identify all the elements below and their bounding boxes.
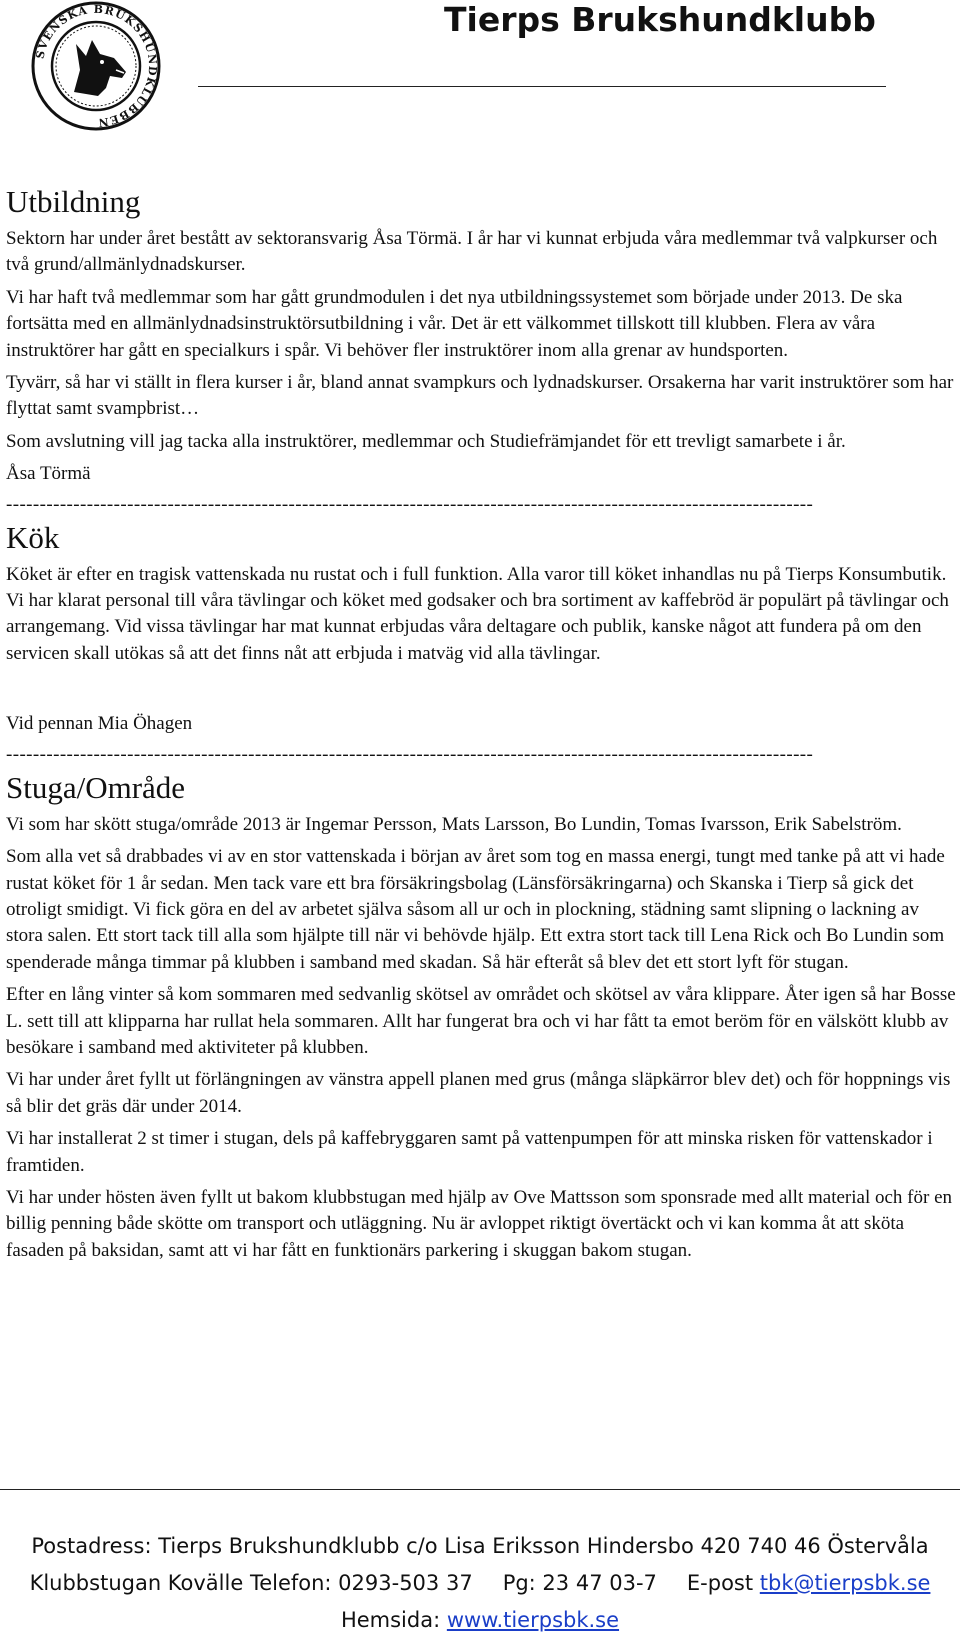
- header-rule: [198, 86, 886, 87]
- paragraph: Sektorn har under året bestått av sektoransvarig Åsa Törmä. I år har vi kunnat erbjuda våra medlemmar två valpkurser och två grund/allmänlydnadskurser.: [6, 228, 938, 276]
- heading-utbildning: Utbildning: [6, 184, 141, 219]
- paragraph: Vi har under hösten även fyllt ut bakom klubbstugan med hjälp av Ove Mattsson som sponsrade med allt material och för en billig penning både skötte om transport och utläggning. Nu är avloppet riktigt övertäckt och vi kan komma åt att sköta fasaden på baksidan, samt att vi har fått en funktionärs parkering i skuggan bakom stugan.: [6, 1186, 953, 1261]
- paragraph: Köket är efter en tragisk vattenskada nu rustat och i full funktion. Alla varor till köket inhandlas nu på Tierps Konsumbutik. Vi har klarat personal till våra tävlingar och köket med godsaker och bra sortiment av kaffebröd är populärt på tävlingar och arrangemang. Vid vissa tävlingar har mat kunnat erbjudas våra deltagare och publik, kanske något att fundera på om den servicen skall utökas så att det finns nåt att erbjuda i matväg vid alla tävlingar.: [6, 563, 949, 664]
- footer-website-line: [0, 1602, 960, 1639]
- club-title: Tierps Brukshundklubb: [444, 0, 876, 39]
- heading-kok: Kök: [6, 519, 60, 555]
- section-stuga: [6, 770, 956, 1265]
- email-link[interactable]: tbk@tierpsbk.se: [759, 1571, 931, 1595]
- section-utbildning: [6, 184, 956, 488]
- paragraph: Vi som har skött stuga/område 2013 är Ingemar Persson, Mats Larsson, Bo Lundin, Tomas Ivarsson, Erik Sabelström.: [6, 813, 902, 835]
- club-logo: [30, 0, 162, 132]
- footer-email-label: E-post: [686, 1571, 754, 1595]
- heading-stuga: Stuga/Område: [6, 769, 186, 805]
- footer-contact-line: [0, 1565, 960, 1602]
- footer-rule: [0, 1489, 960, 1490]
- section-kok: [6, 520, 956, 738]
- paragraph: Som alla vet så drabbades vi av en stor vattenskada i början av året som tog en massa energi, tungt med tanke på att vi hade rustat köket för 1 år sedan. Men tack vare ett bra försäkringsbolag (Länsförsäkringarna) och Skanska i Tierp så gick det otroligt smidigt. Vi fick göra en del av arbetet själva såsom all ur och in plockning, städning samt slipning o lackning av stora salen. Ett stort tack till alla som hjälpte till när vi behövde hjälp. Ett extra stort tack till Lena Rick och Bo Lundin som spenderade många timmar på klubben i samband med skadan. Så här efteråt så blev det ett stort lyft för stugan.: [6, 846, 945, 973]
- paragraph: Vi har under året fyllt ut förlängningen av vänstra appell planen med grus (många släpkärror blev det) och för hoppnings vis så blir det gräs där under 2014.: [6, 1069, 951, 1117]
- signature: Åsa Törmä: [6, 463, 91, 485]
- divider-line: ------------------------------------------------------------------------------------------------------------------------: [6, 743, 814, 765]
- paragraph: Efter en lång vinter så kom sommaren med sedvanlig skötsel av området och skötsel av våra klippare. Åter igen så har Bosse L. sett till att klipparna har rullat hela sommaren. Allt har fungerat bra och vi har fått ta emot beröm för en välskött klubb av besökare i samband med aktiviteter på klubben.: [6, 984, 956, 1058]
- paragraph: Som avslutning vill jag tacka alla instruktörer, medlemmar och Studiefrämjandet för ett trevligt samarbete i år.: [6, 430, 846, 452]
- signature: Vid pennan Mia Öhagen: [6, 713, 193, 735]
- footer-address: Postadress: Tierps Brukshundklubb c/o Lisa Eriksson Hindersbo 420 740 46 Östervåla: [31, 1534, 929, 1558]
- footer: [0, 1528, 960, 1639]
- website-link[interactable]: www.tierpsbk.se: [446, 1608, 620, 1632]
- footer-pg: Pg: 23 47 03-7: [502, 1571, 657, 1595]
- footer-website-label: Hemsida:: [340, 1608, 441, 1632]
- divider-line: ------------------------------------------------------------------------------------------------------------------------: [6, 493, 814, 515]
- paragraph: Vi har haft två medlemmar som har gått grundmodulen i det nya utbildningssystemet som började under 2013. De ska fortsätta med en allmänlydnadsinstruktörsutbildning i vår. Det är ett välkommet tillskott till klubben. Flera av våra instruktörer har gått en specialkurs i spår. Vi behöver fler instruktörer inom alla grenar av hundsporten.: [6, 286, 903, 361]
- document-body: [6, 184, 956, 1270]
- paragraph: Vi har installerat 2 st timer i stugan, dels på kaffebryggaren samt på vattenpumpen för att minska risken för vattenskador i framtiden.: [6, 1128, 933, 1176]
- paragraph: Tyvärr, så har vi ställt in flera kurser i år, bland annat svampkurs och lydnadskurser. Orsakerna har varit instruktörer som har flyttat samt svampbrist…: [6, 372, 954, 420]
- svg-text:SVENSKA BRUKSHUNDKLUBBEN: SVENSKA BRUKSHUNDKLUBBEN: [33, 2, 160, 130]
- footer-phone: Klubbstugan Kovälle Telefon: 0293-503 37: [29, 1571, 473, 1595]
